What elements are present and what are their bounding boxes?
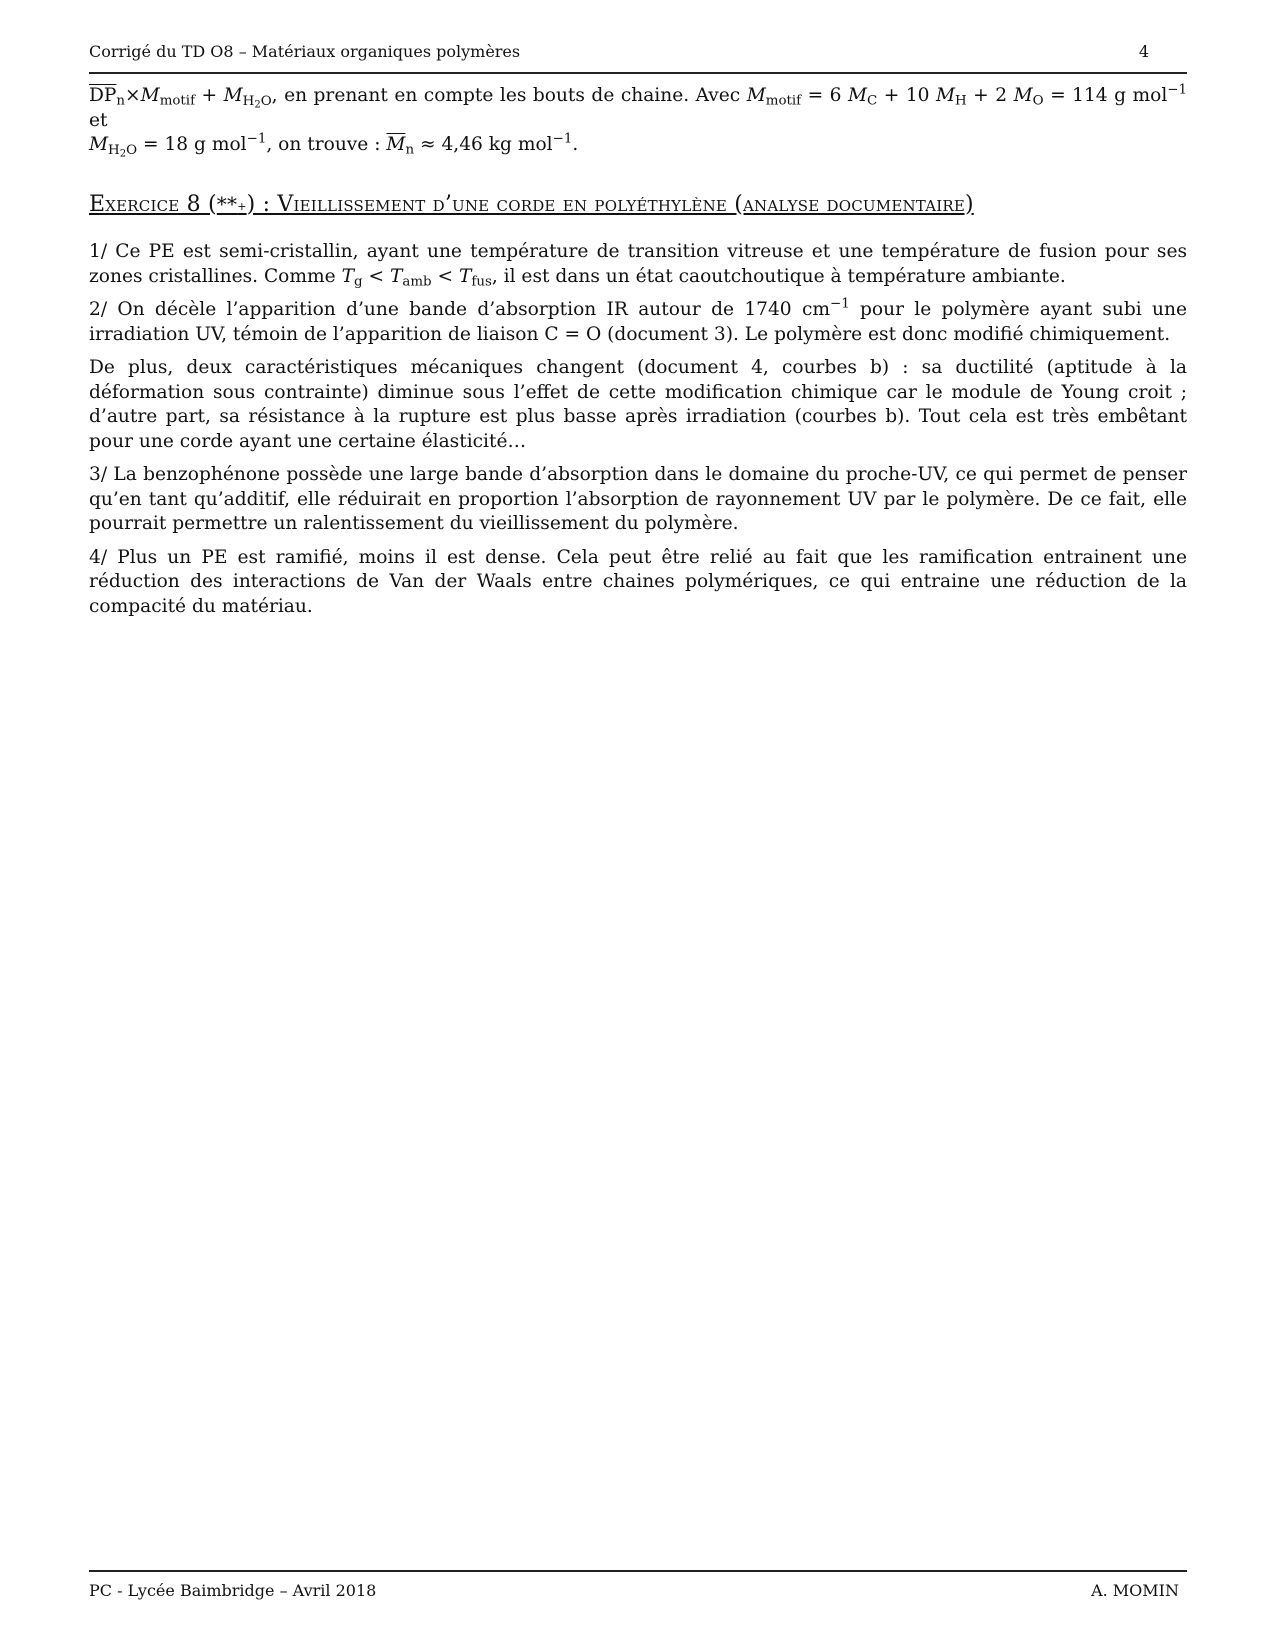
two-digit: 2	[254, 99, 261, 111]
plus-sign: +	[195, 85, 224, 106]
h2o-subscript	[243, 94, 272, 109]
fus-subscript: fus	[471, 274, 492, 290]
text-span: = 6	[801, 85, 848, 106]
answer-paragraph-5: 4/ Plus un PE est ramifié, moins il est dense. Cela peut être relié au fait que les ramification entrainent une réduction des interactions de Van der Waals entre chaines polymériques, ce qui entraine une réduction de la compacité du matériau.	[89, 546, 1187, 617]
t-symbol: T	[458, 265, 472, 287]
difficulty-stars: **	[216, 191, 238, 216]
t-symbol: T	[341, 265, 354, 287]
text-span: ≈ 4,46 kg mol	[414, 134, 553, 155]
answer-paragraph-2	[89, 298, 1187, 347]
page-header	[89, 42, 1187, 74]
h2o-subscript	[108, 143, 137, 158]
exponent: −1	[1167, 82, 1187, 98]
text-span: et	[89, 109, 108, 131]
text-span: 1/ Ce PE est semi-cristallin, ayant une température de transition vitreuse et une température de fusion pour ses zones cristallines. Comme	[89, 241, 1187, 287]
heading-text: ) : Vieillissement d’une corde en polyéthylène (analyse documentaire)	[246, 191, 974, 217]
text-span: + 2	[966, 85, 1014, 106]
m-symbol: M	[935, 85, 956, 106]
dp-subscript: n	[116, 93, 126, 109]
m-symbol: M	[140, 85, 160, 106]
o-letter: O	[126, 142, 138, 158]
text-span: , il est dans un état caoutchoutique à température ambiante.	[491, 265, 1066, 287]
motif-subscript: motif	[159, 93, 196, 109]
h-letter: H	[242, 93, 255, 109]
exponent: −1	[830, 297, 850, 313]
less-than: <	[431, 265, 459, 287]
m-symbol: M	[746, 85, 766, 106]
m-symbol: M	[89, 134, 109, 155]
o-letter: O	[260, 93, 272, 109]
answer-paragraph-4: 3/ La benzophénone possède une large bande d’absorption dans le domaine du proche-UV, ce qui permet de penser qu’en tant qu’additif, elle réduirait en proportion l’absorption de rayonnement UV par le polymère. De ce fait, elle pourrait permettre un ralentissement du vieillissement du polymère.	[89, 464, 1187, 535]
footer-author: A. MOMIN	[1091, 1581, 1179, 1600]
text-span: , en prenant en compte les bouts de chaine. Avec	[271, 85, 747, 106]
exponent: −1	[552, 131, 573, 147]
dp-symbol: $\overline{DP}$	[89, 85, 117, 106]
o-subscript: O	[1032, 93, 1044, 109]
continuation-paragraph	[89, 84, 1187, 158]
motif-subscript: motif	[765, 93, 802, 109]
answer-paragraph-3: De plus, deux caractéristiques mécaniques changent (document 4, courbes b) : sa ductilité (aptitude à la déformation sous contrainte) diminue sous l’effet de cette modification chimique car le module de Young croit ; d’autre part, sa résistance à la rupture est plus basse après irradiation (courbes b). Tout cela est très embêtant pour une corde ayant une certaine élasticité…	[89, 357, 1187, 452]
amb-subscript: amb	[402, 274, 432, 290]
g-subscript: g	[353, 274, 363, 290]
c-subscript: C	[867, 93, 878, 109]
text-span: 2/ On décèle l’apparition d’une bande d’absorption IR autour de 1740 cm	[89, 299, 830, 321]
header-title: Corrigé du TD O8 – Matériaux organiques polymères	[89, 42, 521, 61]
difficulty-plus: +	[237, 199, 247, 213]
heading-text: Exercice 8 (	[89, 191, 217, 217]
header-divider	[89, 72, 1187, 74]
h-letter: H	[108, 142, 120, 158]
m-symbol: M	[223, 85, 243, 106]
times-sign: ×	[125, 85, 141, 106]
text-span: pour le polymère ayant subi une irradiation UV, témoin de l’apparition de liaison C = O (document 3). Le polymère est donc modifié chimiquement.	[89, 299, 1187, 345]
two-digit: 2	[119, 148, 127, 160]
exercise-heading	[89, 190, 1187, 221]
text-span: , on trouve :	[266, 134, 387, 155]
text-span: = 114 g mol	[1043, 85, 1168, 106]
footer-divider	[89, 1570, 1187, 1572]
less-than: <	[362, 265, 390, 287]
text-span: = 18 g mol	[137, 134, 247, 155]
page-number: 4	[1138, 42, 1149, 61]
footer-left: PC - Lycée Baimbridge – Avril 2018	[89, 1581, 377, 1600]
main-content	[89, 84, 1187, 628]
text-span: + 10	[877, 85, 936, 106]
t-symbol: T	[389, 265, 403, 287]
h-subscript: H	[955, 93, 967, 109]
mn-bar-symbol: $\overline{M}$	[386, 134, 406, 155]
n-subscript: n	[405, 142, 415, 158]
exponent: −1	[246, 131, 267, 147]
m-symbol: M	[1013, 85, 1033, 106]
text-span: .	[572, 134, 579, 155]
answer-paragraph-1	[89, 240, 1187, 289]
m-symbol: M	[847, 85, 868, 106]
